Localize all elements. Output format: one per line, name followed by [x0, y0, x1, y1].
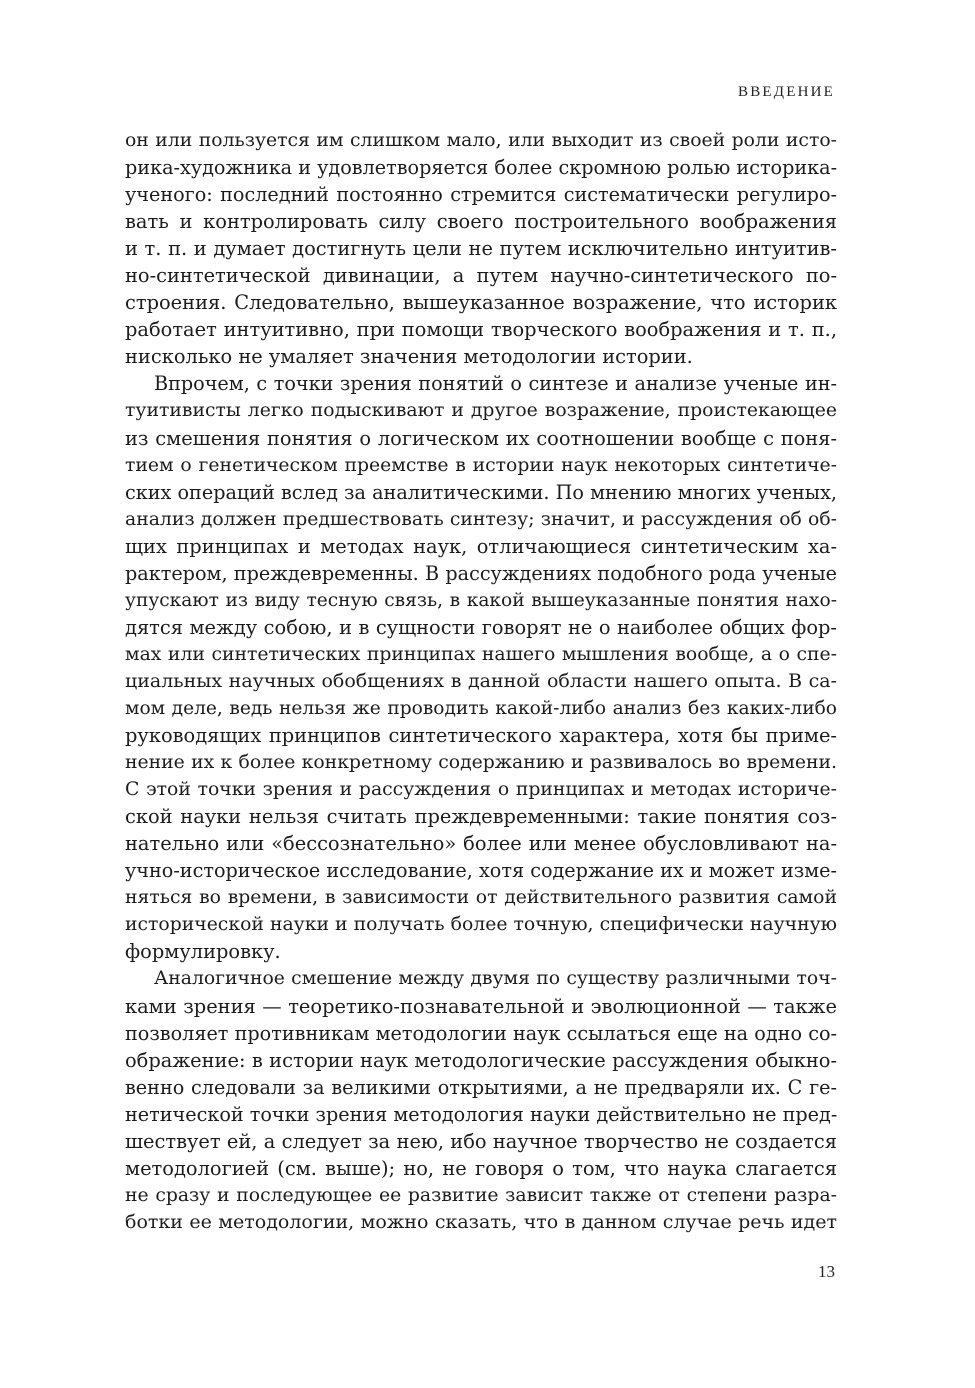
- text-line: тием о генетическом преемстве в истории наук некоторых синтетиче-: [125, 454, 837, 476]
- text-line: нательно или «бессознательно» более или менее обусловливают на-: [125, 832, 837, 856]
- text-line: нетической точки зрения методология науки действительно не пред-: [125, 1102, 838, 1126]
- text-line: ученого: последний постоянно стремится систематически регулиро-: [125, 183, 837, 207]
- text-line: упускают из виду тесную связь, в какой вышеуказанные понятия нахо-: [125, 589, 837, 611]
- text-line: строения. Следовательно, вышеуказанное возражение, что историк: [125, 291, 837, 315]
- text-line: руководящих принципов синтетического характера, хотя бы приме-: [125, 724, 837, 748]
- text-line: туитивисты легко подыскивают и другое возражение, проистекающее: [125, 400, 837, 422]
- text-line: дятся между собою, и в сущности говорят не о наиболее общих фор-: [125, 615, 837, 639]
- paragraph-first-line: Аналогичное смешение между двумя по существу различными точ-: [154, 968, 837, 990]
- page-number: 13: [818, 1262, 835, 1281]
- text-line: вать и контролировать силу своего построительного воображения: [125, 210, 837, 234]
- text-line: венно следовали за великими открытиями, а не предваряли их. С ге-: [125, 1075, 837, 1099]
- running-head: ВВЕДЕНИЕ: [738, 84, 835, 100]
- text-line: ской науки нельзя считать преждевременными: такие понятия соз-: [125, 805, 837, 829]
- text-line: работает интуитивно, при помощи творческого воображения и т. п.,: [125, 318, 837, 342]
- text-line: он или пользуется им слишком мало, или выходит из своей роли исто-: [125, 130, 837, 151]
- text-line: ботки ее методологии, можно сказать, что в данном случае речь идет: [125, 1210, 837, 1233]
- text-line: формулировку.: [125, 940, 281, 964]
- text-line: ображение: в истории наук методологические рассуждения обыкно-: [125, 1048, 837, 1072]
- paragraph-first-line: Впрочем, с точки зрения понятий о синтезе и анализе ученые ин-: [154, 372, 837, 396]
- text-line: нение их к более конкретному содержанию и развивалось во времени.: [125, 752, 837, 774]
- text-line: циальных научных обобщениях в данной области нашего опыта. В са-: [125, 669, 837, 692]
- text-line: позволяет противникам методологии наук ссылаться еще на одно со-: [125, 1021, 837, 1045]
- text-line: ками зрения — теоретико-познавательной и эволюционной — также: [125, 994, 837, 1018]
- text-line: не сразу и последующее ее развитие зависит также от степени разра-: [125, 1184, 837, 1206]
- text-line: мом деле, ведь нельзя же проводить какой-либо анализ без каких-либо: [125, 697, 837, 719]
- text-line: но-синтетической дивинации, а путем научно-синтетического по-: [125, 264, 837, 288]
- text-line: рика-художника и удовлетворяется более скромною ролью историка-: [125, 156, 838, 180]
- text-line: няться во времени, в зависимости от действительного развития самой: [125, 887, 837, 909]
- body-text: [125, 127, 837, 1236]
- text-line: мах или синтетических принципах нашего мышления вообще, а о спе-: [125, 643, 837, 665]
- text-line: рактером, преждевременны. В рассуждениях подобного рода ученые: [125, 561, 837, 585]
- text-line: из смешения понятия о логическом их соотношении вообще с поня-: [125, 426, 837, 450]
- text-line: ских операций вслед за аналитическими. По мнению многих ученых,: [125, 480, 837, 504]
- text-line: щих принципах и методах наук, отличающиеся синтетическим ха-: [125, 534, 837, 558]
- text-line: и т. п. и думает достигнуть цели не путем исключительно интуитив-: [125, 237, 837, 261]
- text-line: методологией (см. выше); но, не говоря о том, что наука слагается: [125, 1156, 837, 1180]
- text-line: шествует ей, а следует за нею, ибо научное творчество не создается: [125, 1129, 837, 1153]
- text-line: исторической науки и получать более точную, специфически научную: [125, 914, 837, 936]
- text-line: нисколько не умаляет значения методологии истории.: [125, 345, 693, 369]
- text-line: учно-историческое исследование, хотя содержание их и может изме-: [125, 859, 837, 883]
- text-line: С этой точки зрения и рассуждения о принципах и методах историче-: [125, 779, 837, 801]
- text-line: анализ должен предшествовать синтезу; значит, и рассуждения об об-: [125, 508, 837, 530]
